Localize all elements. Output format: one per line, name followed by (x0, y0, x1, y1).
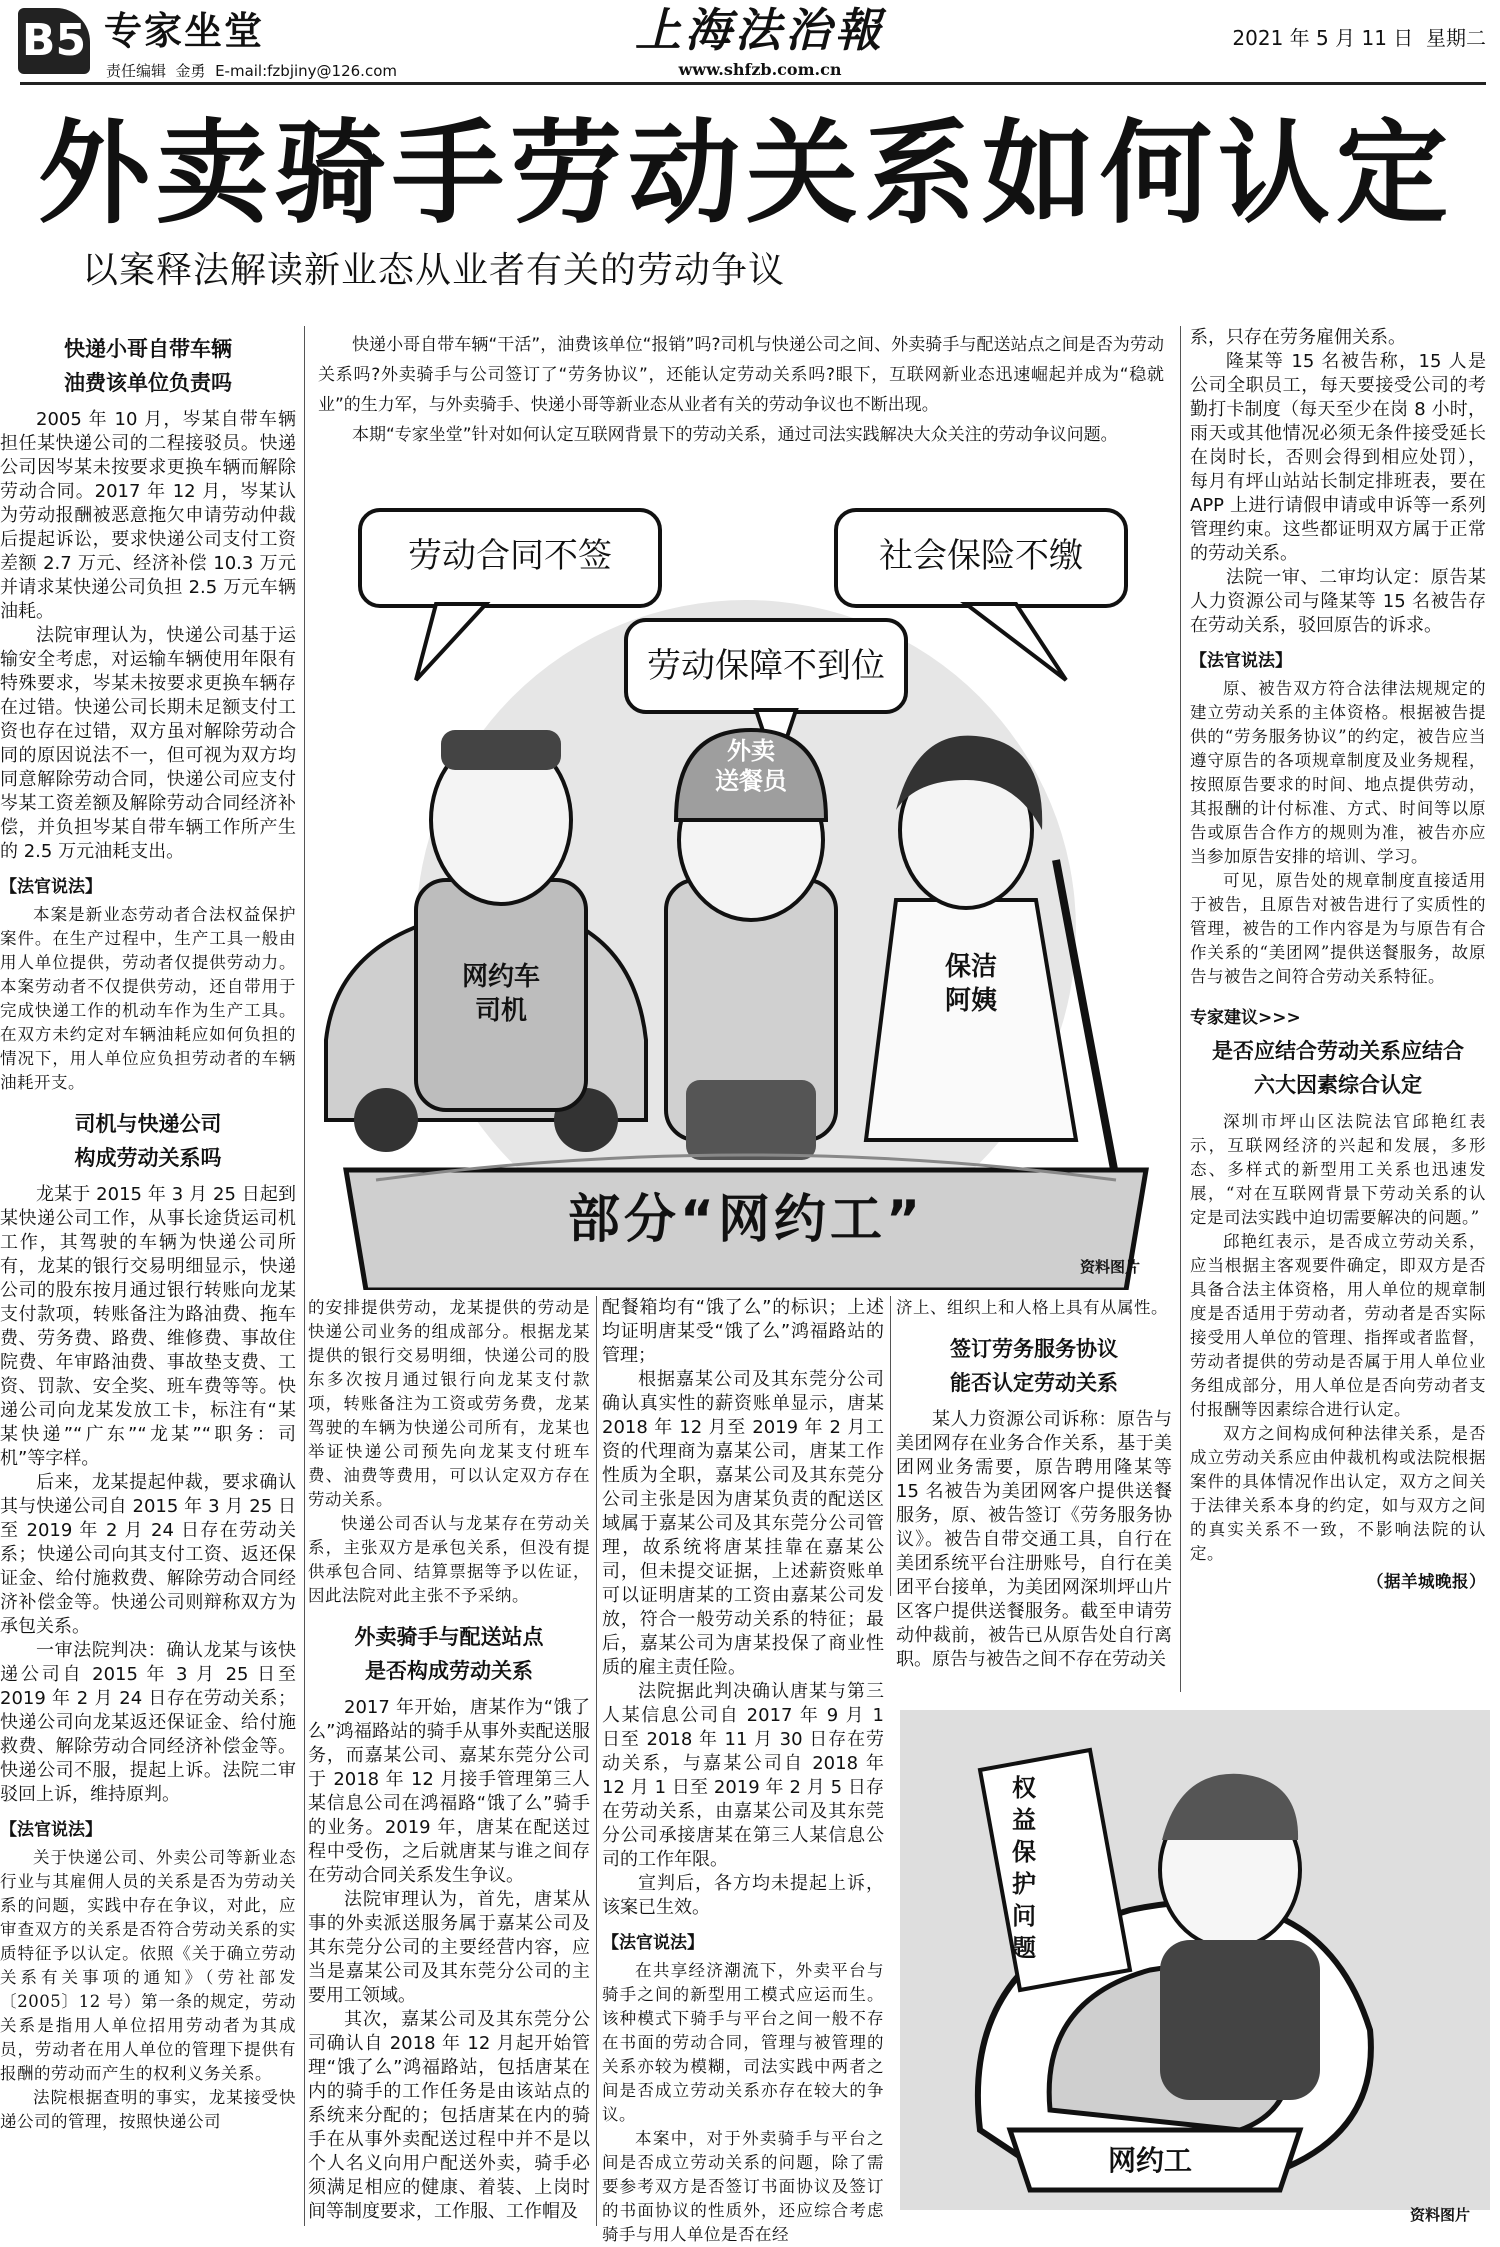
column-5 (1190, 326, 1486, 1594)
col5-comment: 可见，原告处的规章制度直接适用于被告，且原告对被告进行了实质性的管理，被告的工作内容是为与原告有合作关系的“美团网”提供送餐服务，故原告与被告之间符合劳动关系特征。 (1190, 871, 1486, 986)
col1-tag: 【法官说法】 (0, 877, 102, 897)
page-badge (18, 8, 90, 74)
divider (304, 326, 305, 2226)
col1-heading: 快递小哥自带车辆 油费该单位负责吗 (64, 337, 232, 395)
col1-para: 法院审理认为，快递公司基于运输安全考虑，对运输车辆使用年限有特殊要求，岑某未按要求更换车辆存在过错。快递公司长期未足额支付工资也存在过错，双方虽对解除劳动合同的原因说法不一，但可视为双方均同意解除劳动合同，快递公司应支付岑某工资差额及解除劳动合同经济补偿，并负担岑某自带车辆工作所产生的 2.5 万元油耗支出。 (0, 625, 296, 862)
podium-banner: 部分“网约工” (567, 1190, 925, 1250)
expert-heading: 是否应结合劳动关系应结合 六大因素综合认定 (1212, 1039, 1464, 1097)
col4-heading: 签订劳务服务协议 能否认定劳动关系 (950, 1337, 1118, 1395)
column-4 (896, 1296, 1172, 1672)
page-badge-text: B5 (21, 15, 87, 66)
figure-label: 外卖 送餐员 (715, 737, 787, 795)
section-title: 专家坐堂 (104, 9, 265, 53)
headline: 外卖骑手劳动关系如何认定 (38, 109, 1454, 239)
col1-para: 一审法院判决：确认龙某与该快递公司自 2015 年 3 月 25 日至 2019 年 2 月 24 日存在劳动关系；快递公司向龙某返还保证金、给付施救费、解除劳动合同经济补偿金等。快递公司不服，提起上诉。法院二审驳回上诉，维持原判。 (0, 1640, 296, 1805)
col3-comment: 在共享经济潮流下，外卖平台与骑手之间的新型用工模式应运而生。该种模式下骑手与平台之间一般不存在书面的劳动合同，管理与被管理的关系亦较为模糊，司法实践中两者之间是否成立劳动关系亦存在较大的争议。 (602, 1961, 884, 2124)
paper-name: 上海法治報 (635, 3, 885, 57)
col1-comment: 本案是新业态劳动者合法权益保护案件。在生产过程中，生产工具一般由用人单位提供，劳动者仅提供劳动力。本案劳动者不仅提供劳动，还自带用于完成快递工作的机动车作为生产工具。在双方未约定对车辆油耗应如何负担的情况下，用人单位应负担劳动者的车辆油耗开支。 (0, 905, 296, 1092)
cartoon2-svg (900, 1710, 1490, 2210)
col1-para: 后来，龙某提起仲裁，要求确认其与快递公司自 2015 年 3 月 25 日至 2019 年 2 月 24 日存在劳动关系；快递公司向其支付工资、返还保证金、给付施救费、解除劳动合同经济补偿金等。快递公司则辩称双方为承包关系。 (0, 1472, 296, 1637)
col1-tag2: 【法官说法】 (0, 1820, 102, 1840)
col3-para: 配餐箱均有“饿了么”的标识；上述均证明唐某受“饿了么”鸿福路站的管理； (602, 1297, 884, 1366)
expert-para: 深圳市坪山区法院法官邱艳红表示，互联网经济的兴起和发展，多形态、多样式的新型用工关系也迅速发展，“对在互联网背景下劳动关系的认定是司法实践中迫切需要解决的问题。” (1190, 1112, 1486, 1227)
editor-line: 责任编辑 金勇 E-mail:fzbjiny@126.com (106, 62, 397, 80)
col2-comment: 快递公司否认与龙某存在劳动关系，主张双方是承包关系，但没有提供承包合同、结算票据等予以佐证，因此法院对此主张不予采纳。 (308, 1514, 590, 1605)
col5-tag: 【法官说法】 (1190, 651, 1292, 671)
cartoon-illustration-2 (900, 1710, 1490, 2210)
expert-label: 专家建议>>> (1190, 1008, 1301, 1028)
expert-para: 双方之间构成何种法律关系，是否成立劳动关系应由仲裁机构或法院根据案件的具体情况作出认定，双方之间关于法律关系本身的约定，如与双方之间的真实关系不一致，不影响法院的认定。 (1190, 1424, 1486, 1563)
col2-para: 其次，嘉某公司及其东莞分公司确认自 2018 年 12 月起开始管理“饿了么”鸿福路站，包括唐某在内的骑手的工作任务是由该站点的系统来分配的；包括唐某在内的骑手在从事外卖配送过程中并不是以个人名义向用户配送外卖，骑手必须满足相应的健康、着装、上岗时间等制度要求，工作服、工作帽及 (308, 2009, 590, 2222)
col5-para: 隆某等 15 名被告称，15 人是公司全职员工，每天要接受公司的考勤打卡制度（每天至少在岗 8 小时，雨天或其他情况必须无条件接受延长在岗时长，否则会得到相应处罚），每月有坪山站站长制定排班表，要在 APP 上进行请假申请或申诉等一系列管理约束。这些都证明双方属于正常的劳动关系。 (1190, 351, 1486, 564)
divider (890, 1296, 891, 1596)
col5-para: 法院一审、二审均认定：原告某人力资源公司与隆某等 15 名被告存在劳动关系，驳回原告的诉求。 (1190, 567, 1486, 636)
col2-comment: 的安排提供劳动，龙某提供的劳动是快递公司业务的组成部分。根据龙某提供的银行交易明细，快递公司的股东多次按月通过银行向龙某支付款项，转账备注为工资或劳务费，龙某驾驶的车辆为快递公司所有，龙某也举证快递公司预先向龙某支付班车费、油费等费用，可以认定双方存在劳动关系。 (308, 1298, 590, 1509)
col1-comment: 关于快递公司、外卖公司等新业态行业与其雇佣人员的关系是否为劳动关系的问题，实践中存在争议，对此，应审查双方的关系是否符合劳动关系的实质特征予以认定。依照《关于确立劳动关系有关事项的通知》（劳社部发〔2005〕12 号）第一条的规定，劳动关系是指用人单位招用劳动者为其成员，劳动者在用人单位的管理下提供有报酬的劳动而产生的权利义务关系。 (0, 1848, 296, 2083)
col1-para: 2005 年 10 月，岑某自带车辆担任某快递公司的二程接驳员。快递公司因岑某未按要求更换车辆而解除劳动合同。2017 年 12 月，岑某认为劳动报酬被恶意拖欠申请劳动仲裁后提起诉讼，要求快递公司支付工资差额 2.7 万元、经济补偿 10.3 万元并请求某快递公司负担 2.5 万元车辆油耗。 (0, 409, 296, 622)
intro (318, 330, 1164, 450)
column-3 (602, 1296, 884, 2247)
col5-comment: 原、被告双方符合法律法规规定的建立劳动关系的主体资格。根据被告提供的“劳务服务协议”的约定，被告应当遵守原告的各项规章制度及业务规程，按照原告要求的时间、地点提供劳动，其报酬的计付标准、方式、时间等以原告或原告合作方的规则为准，被告亦应当参加原告安排的培训、学习。 (1190, 679, 1486, 866)
photo-credit-2: 资料图片 (1410, 2206, 1471, 2224)
col1-heading2: 司机与快递公司 构成劳动关系吗 (74, 1112, 222, 1170)
column-1 (0, 326, 296, 2134)
col1-comment: 法院根据查明的事实，龙某接受快递公司的管理，按照快递公司 (0, 2088, 296, 2131)
header-rule (20, 82, 1486, 85)
col3-tag: 【法官说法】 (602, 1933, 704, 1953)
col4-para: 某人力资源公司诉称：原告与美团网存在业务合作关系，基于美团网业务需要，原告聘用隆某等 15 名被告为美团网客户提供送餐服务，原、被告签订《劳务服务协议》。被告自带交通工具，自行在美团系统平台注册账号，自行在美团平台接单，为美团网深圳坪山片区客户提供送餐服务。截至申请劳动仲裁前，被告已从原告处自行离职。原告与被告之间不存在劳动关 (896, 1409, 1172, 1670)
cartoon-svg (316, 480, 1174, 1290)
bubble-text: 劳动合同不签 (408, 536, 612, 576)
col5-para: 系，只存在劳务雇佣关系。 (1190, 327, 1406, 348)
bubble-text: 社会保险不缴 (879, 536, 1083, 576)
col3-para: 根据嘉某公司及其东莞分公司确认真实性的薪资账单显示，唐某 2018 年 12 月至 2019 年 2 月工资的代理商为嘉某公司，唐某工作性质为全职，嘉某公司及其东莞分公司主张是因为唐某负责的配送区域属于嘉某公司及其东莞分公司管理，故系统将唐某挂靠在嘉某公司，但未提交证据，上述薪资账单可以证明唐某的工资由嘉某公司发放，符合一般劳动关系的特征；最后，嘉某公司为唐某投保了商业性质的雇主责任险。 (602, 1369, 884, 1678)
base-text: 网约工 (1107, 2144, 1192, 2177)
col1-para: 龙某于 2015 年 3 月 25 日起到某快递公司工作，从事长途货运司机工作，其驾驶的车辆为快递公司所有，龙某的银行交易明细显示，快递公司的股东按月通过银行转账向龙某支付款项，转账备注为路油费、拖车费、劳务费、路费、维修费、事故住院费、年审路油费、事故垫支费、工资、罚款、安全奖、班车费等等。快递公司向龙某发放工卡，标注有“某某快递”“广东”“龙某”“职务：司机”等字样。 (0, 1184, 296, 1469)
col3-comment: 本案中，对于外卖骑手与平台之间是否成立劳动关系的问题，除了需要参考双方是否签订书面协议及签订的书面协议的性质外，还应综合考虑骑手与用人单位是否在经 (602, 2129, 884, 2244)
figure-label: 网约车 司机 (461, 962, 540, 1026)
col3-para: 宣判后，各方均未提起上诉，该案已生效。 (602, 1873, 884, 1918)
col2-para: 2017 年开始，唐某作为“饿了么”鸿福路站的骑手从事外卖配送服务，而嘉某公司、嘉某东莞分公司于 2018 年 12 月接手管理第三人某信息公司在鸿福路“饿了么”骑手的业务。2019 年，唐某在配送过程中受伤，之后就唐某与谁之间存在劳动合同关系发生争议。 (308, 1697, 590, 1886)
subheadline: 以案释法解读新业态从业者有关的劳动争议 (82, 250, 786, 291)
source-note: （据羊城晚报） (1367, 1572, 1486, 1591)
website: www.shfzb.com.cn (678, 60, 842, 79)
header-bar (0, 0, 1500, 86)
sign-text: 权益保护问题 (1012, 1774, 1036, 1962)
intro-para: 快递小哥自带车辆“干活”，油费该单位“报销”吗?司机与快递公司之间、外卖骑手与配送站点之间是否为劳动关系吗?外卖骑手与公司签订了“劳务协议”，还能认定劳动关系吗?眼下，互联网新业态迅速崛起并成为“稳就业”的生力军，与外卖骑手、快递小哥等新业态从业者有关的劳动争议也不断出现。 (318, 335, 1164, 415)
bubble-text: 劳动保障不到位 (647, 646, 885, 686)
cartoon-illustration (316, 480, 1174, 1290)
col2-heading: 外卖骑手与配送站点 是否构成劳动关系 (354, 1625, 544, 1683)
photo-credit: 资料图片 (1080, 1258, 1141, 1276)
col2-para: 法院审理认为，首先，唐某从事的外卖派送服务属于嘉某公司及其东莞分公司的主要经营内容，应当是嘉某公司及其东莞分公司的主要用工领域。 (308, 1889, 590, 2006)
figure-label: 保洁 阿姨 (944, 952, 997, 1016)
col4-comment: 济上、组织上和人格上具有从属性。 (896, 1298, 1168, 1317)
issue-date: 2021 年 5 月 11 日 星期二 (1232, 26, 1486, 50)
col3-para: 法院据此判决确认唐某与第三人某信息公司自 2017 年 9 月 1 日至 2018 年 11 月 30 日存在劳动关系，与嘉某公司自 2018 年 12 月 1 日至 2019 年 2 月 5 日存在劳动关系，由嘉某公司及其东莞分公司承接唐某在第三人某信息公司的工作年限。 (602, 1681, 884, 1870)
column-2 (308, 1296, 590, 2224)
expert-para: 邱艳红表示，是否成立劳动关系，应当根据主客观要件确定，即双方是否具备合法主体资格，用人单位的规章制度是否适用于劳动者，劳动者是否实际接受用人单位的管理、指挥或者监督，劳动者提供的劳动是否属于用人单位业务组成部分，用人单位是否向劳动者支付报酬等因素综合进行认定。 (1190, 1232, 1486, 1419)
divider (596, 1296, 597, 2226)
intro-para: 本期“专家坐堂”针对如何认定互联网背景下的劳动关系，通过司法实践解决大众关注的劳动争议问题。 (352, 425, 1118, 445)
divider (1180, 326, 1181, 1692)
